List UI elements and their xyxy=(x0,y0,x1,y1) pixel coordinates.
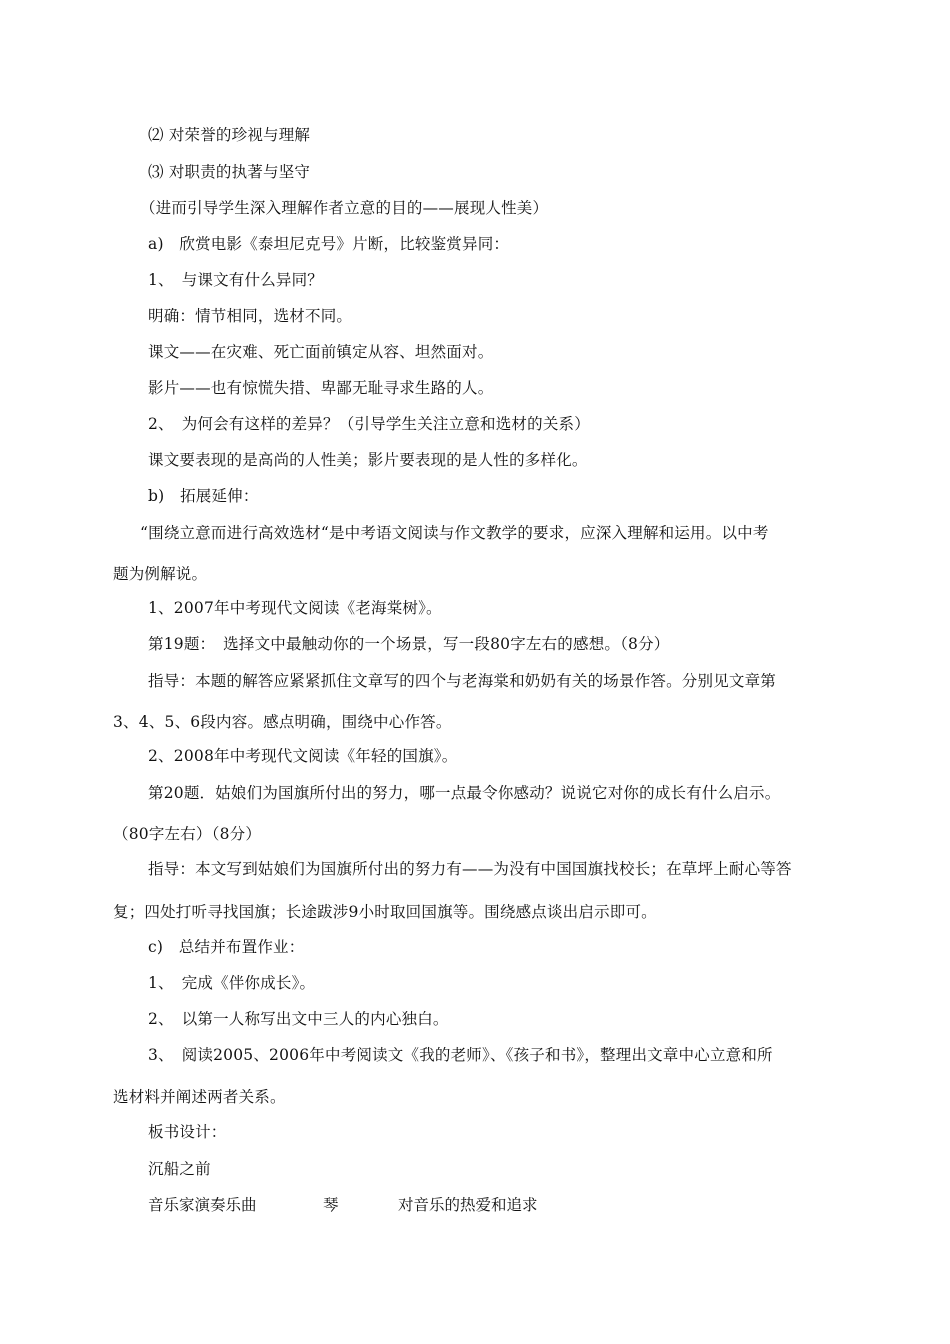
board-cell: 对音乐的热爱和追求 xyxy=(398,1196,538,1214)
text-line: 指导：本文写到姑娘们为国旗所付出的努力有——为没有中国国旗找校长；在草坪上耐心等答 xyxy=(148,860,792,878)
text-line: 2、 以第一人称写出文中三人的内心独白。 xyxy=(148,1010,449,1028)
text-line: 3、4、5、6段内容。感点明确，围绕中心作答。 xyxy=(113,713,452,731)
text-line: 板书设计： xyxy=(148,1123,227,1141)
text-line: 课文要表现的是高尚的人性美；影片要表现的是人性的多样化。 xyxy=(148,451,588,469)
text-line: 1、 与课文有什么异同？ xyxy=(148,271,324,289)
text-line: 题为例解说。 xyxy=(113,565,208,583)
text-line: 第20题．姑娘们为国旗所付出的努力，哪一点最令你感动？说说它对你的成长有什么启示。 xyxy=(148,784,781,802)
text-line: 1、2007年中考现代文阅读《老海棠树》。 xyxy=(148,599,442,617)
text-line: 复；四处打听寻找国旗；长途跋涉9小时取回国旗等。围绕感点谈出启示即可。 xyxy=(113,903,657,921)
text-line: ⑶ 对职责的执著与坚守 xyxy=(148,163,311,181)
text-line: 选材料并阐述两者关系。 xyxy=(113,1088,286,1106)
text-line: 3、 阅读2005、2006年中考阅读文《我的老师》、《孩子和书》，整理出文章中心立意和所 xyxy=(148,1046,773,1064)
text-line: 明确：情节相同，选材不同。 xyxy=(148,307,353,325)
text-line: 指导：本题的解答应紧紧抓住文章写的四个与老海棠和奶奶有关的场景作答。分别见文章第 xyxy=(148,672,777,690)
text-line: 课文——在灾难、死亡面前镇定从容、坦然面对。 xyxy=(148,343,494,361)
board-cell: 音乐家演奏乐曲 xyxy=(148,1196,257,1214)
text-line: 1、 完成《伴你成长》。 xyxy=(148,974,316,992)
text-line: 第19题： 选择文中最触动你的一个场景，写一段80字左右的感想。（8分） xyxy=(148,635,670,653)
text-line: 2、2008年中考现代文阅读《年轻的国旗》。 xyxy=(148,747,458,765)
text-line: （进而引导学生深入理解作者立意的目的——展现人性美） xyxy=(140,199,549,217)
text-line: b) 拓展延伸： xyxy=(148,487,259,505)
text-line: ⑵ 对荣誉的珍视与理解 xyxy=(148,126,311,144)
text-line: c) 总结并布置作业： xyxy=(148,938,305,956)
text-line: a) 欣赏电影《泰坦尼克号》片断，比较鉴赏异同： xyxy=(148,235,510,253)
text-line: “围绕立意而进行高效选材“是中考语文阅读与作文教学的要求，应深入理解和运用。以中考 xyxy=(140,524,769,542)
text-line: （80字左右）（8分） xyxy=(113,825,262,843)
text-line: 影片——也有惊慌失措、卑鄙无耻寻求生路的人。 xyxy=(148,379,494,397)
text-line: 沉船之前 xyxy=(148,1160,211,1178)
text-line: 2、 为何会有这样的差异？（引导学生关注立意和选材的关系） xyxy=(148,415,590,433)
board-cell: 琴 xyxy=(323,1196,339,1214)
